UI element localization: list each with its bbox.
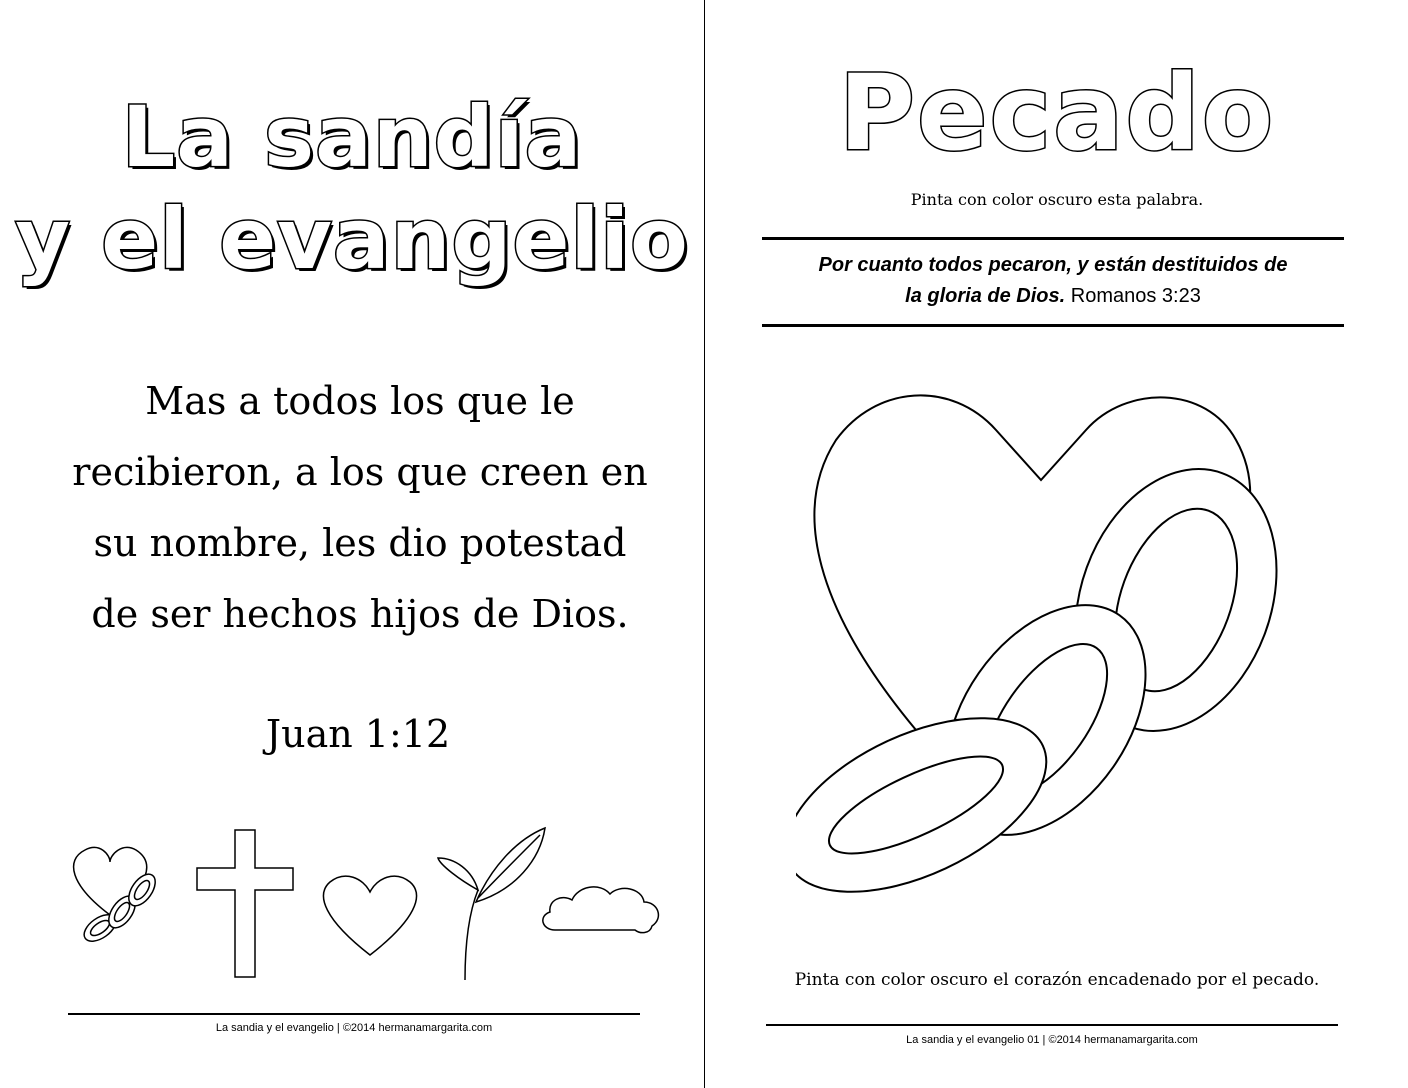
right-page [706, 0, 1408, 1088]
scripture-rule-top [762, 237, 1344, 240]
sprout-icon [438, 828, 545, 980]
icon-row [60, 820, 680, 990]
cloud-icon [543, 887, 659, 933]
title-line-2: y el evangelio [15, 190, 689, 288]
footer-text: La sandia y el evangelio | ©2014 hermanamargarita.com [215, 1022, 493, 1034]
heart-icon [323, 876, 416, 955]
verse-line: de ser hechos hijos de Dios. [91, 592, 629, 636]
footer-text: La sandia y el evangelio 01 | ©2014 hermanamargarita.com [906, 1034, 1198, 1046]
scripture-box [762, 250, 1344, 312]
page-divider [704, 0, 705, 1088]
chained-heart-icon [74, 847, 161, 946]
instruction-bottom: Pinta con color oscuro el corazón encadenado por el pecado. [794, 970, 1320, 990]
instruction-top: Pinta con color oscuro esta palabra. [910, 190, 1204, 209]
cross-icon [197, 830, 293, 977]
footer-rule [68, 1013, 640, 1015]
scripture-line-2: la gloria de Dios. [905, 285, 1066, 307]
verse-text [60, 366, 660, 650]
chained-heart-illustration [796, 380, 1336, 900]
verse-reference: Juan 1:12 [265, 712, 451, 756]
footer-rule [766, 1024, 1338, 1026]
verse-line: recibieron, a los que creen en [72, 450, 648, 494]
scripture-reference: Romanos 3:23 [1070, 285, 1201, 307]
title-line-1: La sandía [121, 88, 583, 186]
page-title: Pecado [838, 52, 1276, 174]
scripture-rule-bottom [762, 324, 1344, 327]
verse-line: Mas a todos los que le [145, 379, 575, 423]
verse-line: su nombre, les dio potestad [93, 521, 627, 565]
scripture-line-1: Por cuanto todos pecaron, y están destituidos de [818, 254, 1288, 276]
